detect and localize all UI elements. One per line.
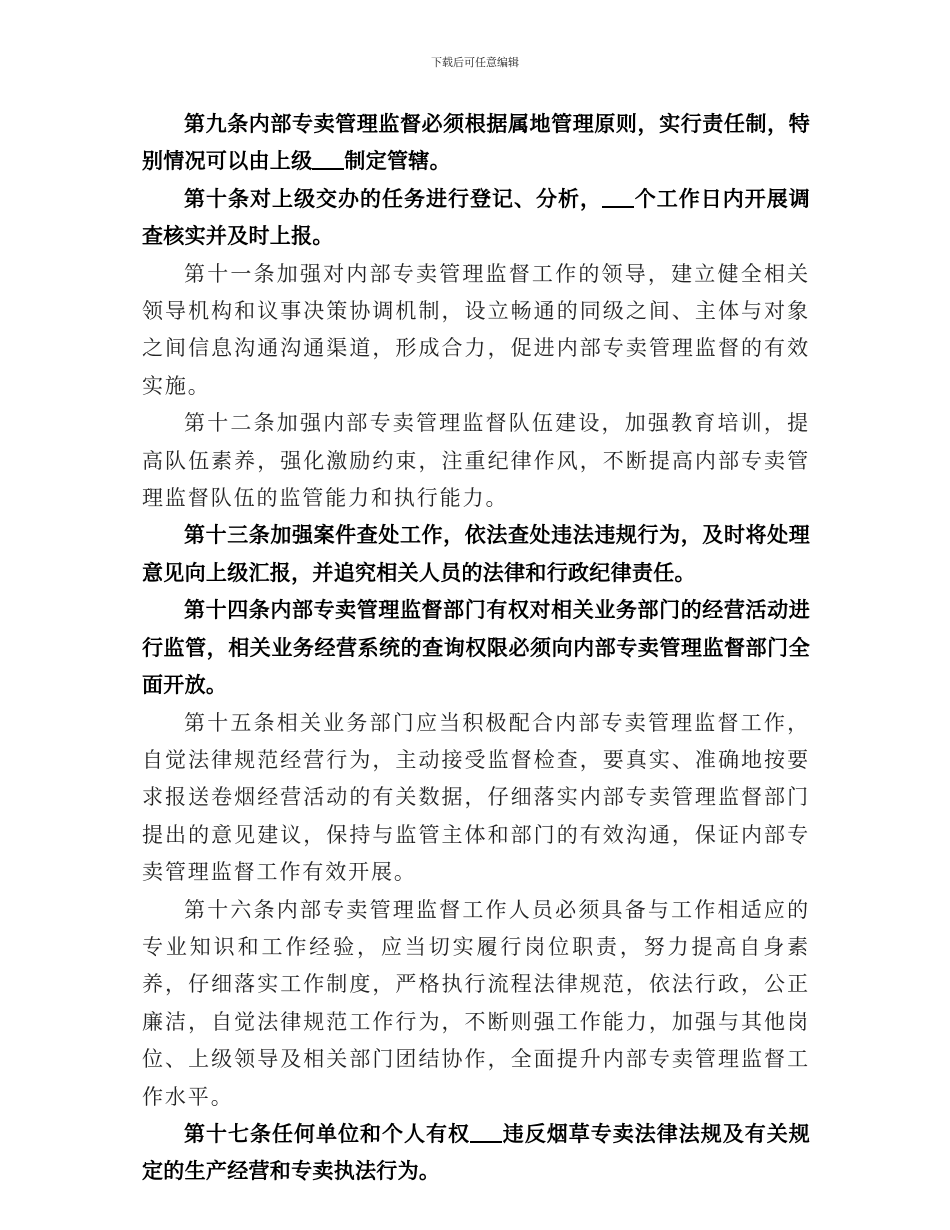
fill-blank bbox=[602, 185, 634, 208]
article-text: 违反烟草专卖法律法规及有关规定的生产经营和专卖执法行为。 bbox=[142, 1121, 810, 1184]
article-16 bbox=[142, 892, 810, 1116]
article-text: 制定管辖。 bbox=[344, 149, 451, 174]
article-text: 第十五条相关业务部门应当积极配合内部专卖管理监督工作，自觉法律规范经营行为，主动接受监督检查，要真实、准确地按要求报送卷烟经营活动的有关数据，仔细落实内部专卖管理监督部门提出的意见建议，保持与监管主体和部门的有效沟通，保证内部专卖管理监督工作有效开展。 bbox=[142, 710, 810, 885]
article-text: 第十一条加强对内部专卖管理监督工作的领导，建立健全相关领导机构和议事决策协调机制，设立畅通的同级之间、主体与对象之间信息沟通沟通渠道，形成合力，促进内部专卖管理监督的有效实施。 bbox=[142, 261, 810, 398]
article-12 bbox=[142, 405, 810, 517]
article-10 bbox=[142, 181, 810, 256]
article-text: 个工作日内开展调查核实并及时上报。 bbox=[142, 186, 810, 249]
article-14 bbox=[142, 592, 810, 704]
document-body bbox=[142, 106, 810, 1191]
article-17 bbox=[142, 1116, 810, 1191]
article-text: 第十四条内部专卖管理监督部门有权对相关业务部门的经营活动进行监管，相关业务经营系统的查询权限必须向内部专卖管理监督部门全面开放。 bbox=[142, 598, 810, 698]
fill-blank bbox=[312, 147, 344, 170]
article-text: 第十六条内部专卖管理监督工作人员必须具备与工作相适应的专业知识和工作经验，应当切实履行岗位职责，努力提高自身素养，仔细落实工作制度，严格执行流程法律规范，依法行政，公正廉洁，自觉法律规范工作行为，不断则强工作能力，加强与其他岗位、上级领导及相关部门团结协作，全面提升内部专卖管理监督工作水平。 bbox=[142, 897, 810, 1109]
page-header: 下载后可任意编辑 bbox=[431, 56, 519, 69]
article-9 bbox=[142, 106, 810, 181]
article-text: 第十七条任何单位和个人有权 bbox=[184, 1121, 470, 1146]
article-text: 第十条对上级交办的任务进行登记、分析， bbox=[184, 186, 602, 211]
fill-blank bbox=[470, 1120, 502, 1143]
article-13 bbox=[142, 517, 810, 592]
article-11 bbox=[142, 256, 810, 406]
article-15 bbox=[142, 705, 810, 892]
article-text: 第十三条加强案件查处工作，依法查处违法违规行为，及时将处理意见向上级汇报，并追究相关人员的法律和行政纪律责任。 bbox=[142, 523, 810, 585]
article-text: 第九条内部专卖管理监督必须根据属地管理原则，实行责任制，特别情况可以由上级 bbox=[142, 112, 810, 174]
article-text: 第十二条加强内部专卖管理监督队伍建设，加强教育培训，提高队伍素养，强化激励约束，注重纪律作风，不断提高内部专卖管理监督队伍的监管能力和执行能力。 bbox=[142, 411, 810, 511]
